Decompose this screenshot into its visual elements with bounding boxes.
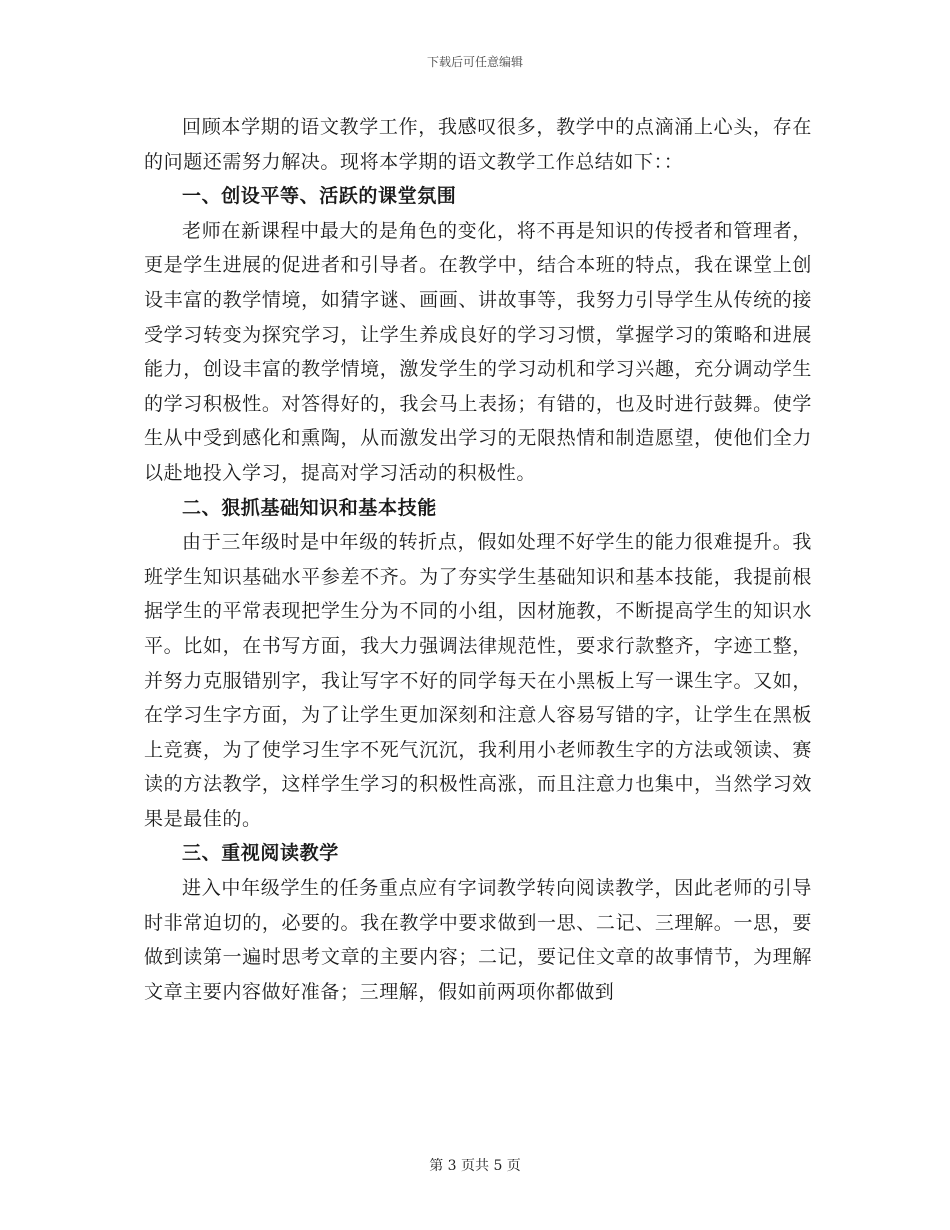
- page-header-note: 下载后可任意编辑: [426, 55, 523, 69]
- section-3-paragraph: 进入中年级学生的任务重点应有字词教学转向阅读教学，因此老师的引导时非常迫切的，必要的。我在教学中要求做到一思、二记、三理解。一思，要做到读第一遍时思考文章的主要内容；二记，要记住文章的故事情节，为理解文章主要内容做好准备；三理解，假如前两项你都做到: [144, 877, 812, 1003]
- document-body: [144, 110, 812, 1009]
- section-1-heading: 一、创设平等、活跃的课堂氛围: [182, 185, 457, 208]
- page-number-footer: 第 3 页共 5 页: [429, 1158, 521, 1174]
- section-1-paragraph: 老师在新课程中最大的是角色的变化，将不再是知识的传授者和管理者，更是学生进展的促进者和引导者。在教学中，结合本班的特点，我在课堂上创设丰富的教学情境，如猜字谜、画画、讲故事等，我努力引导学生从传统的接受学习转变为探究学习，让学生养成良好的学习习惯，掌握学习的策略和进展能力，创设丰富的教学情境，激发学生的学习动机和学习兴趣，充分调动学生的学习积极性。对答得好的，我会马上表扬；有错的，也及时进行鼓舞。使学生从中受到感化和熏陶，从而激发出学习的无限热情和制造愿望，使他们全力以赴地投入学习，提高对学习活动的积极性。: [144, 219, 812, 484]
- section-2-paragraph: 由于三年级时是中年级的转折点，假如处理不好学生的能力很难提升。我班学生知识基础水平参差不齐。为了夯实学生基础知识和基本技能，我提前根据学生的平常表现把学生分为不同的小组，因材施教，不断提高学生的知识水平。比如，在书写方面，我大力强调法律规范性，要求行款整齐，字迹工整，并努力克服错别字，我让写字不好的同学每天在小黑板上写一课生字。又如，在学习生字方面，为了让学生更加深刻和注意人容易写错的字，让学生在黑板上竞赛，为了使学习生字不死气沉沉，我利用小老师教生字的方法或领读、赛读的方法教学，这样学生学习的积极性高涨，而且注意力也集中，当然学习效果是最佳的。: [144, 531, 812, 830]
- section-3-heading: 三、重视阅读教学: [182, 842, 339, 865]
- intro-paragraph: 回顾本学期的语文教学工作，我感叹很多，教学中的点滴涌上心头，存在的问题还需努力解决。现将本学期的语文教学工作总结如下：：: [144, 116, 812, 173]
- section-2-heading: 二、狠抓基础知识和基本技能: [182, 496, 437, 519]
